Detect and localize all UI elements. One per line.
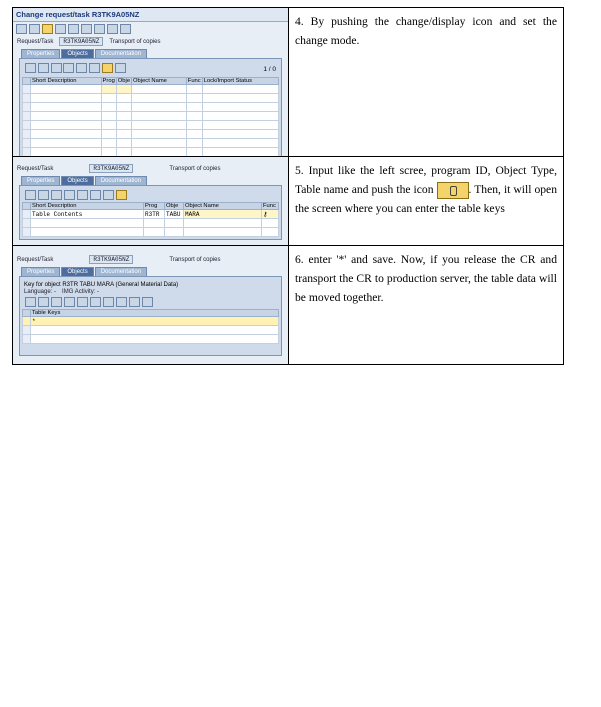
filter-icon[interactable] <box>115 63 126 73</box>
tab-objects[interactable]: Objects <box>61 176 93 185</box>
step-row-5 <box>13 157 564 246</box>
screenshot-step-5 <box>13 157 289 246</box>
request-row <box>13 163 288 174</box>
table-row[interactable] <box>23 112 279 121</box>
column-header[interactable]: Object Name <box>184 203 262 210</box>
column-header[interactable]: Short Description <box>31 203 144 210</box>
column-header[interactable]: Short Description <box>31 78 102 85</box>
tab-objects[interactable]: Objects <box>61 267 93 276</box>
tab-strip <box>13 176 288 185</box>
find-icon[interactable] <box>77 190 88 200</box>
deselect-icon[interactable] <box>38 63 49 73</box>
table-row[interactable] <box>23 121 279 130</box>
objects-grid <box>22 202 279 237</box>
tree-icon[interactable] <box>107 24 118 34</box>
deselect-icon[interactable] <box>77 297 88 307</box>
change-display-icon[interactable] <box>42 24 53 34</box>
instruction-step-6: 6. enter '*' and save. Now, if you release the CR and transport the CR to production server, the table data will be moved together. <box>289 246 564 365</box>
column-header[interactable]: Obje <box>165 203 184 210</box>
grid-header <box>23 78 279 85</box>
key-icon[interactable] <box>102 63 113 73</box>
tab-strip <box>13 49 288 58</box>
table-row[interactable] <box>23 335 279 344</box>
find-icon[interactable] <box>90 297 101 307</box>
cell-object-name[interactable]: MARA <box>184 210 262 219</box>
transport-label: Transport of copies <box>169 165 221 172</box>
filter-icon[interactable] <box>103 190 114 200</box>
screenshot-step-6 <box>13 246 289 365</box>
request-field[interactable]: R3TK9A05NZ <box>89 255 133 264</box>
transport-label: Transport of copies <box>169 256 221 263</box>
cell-description[interactable]: Table Contents <box>31 210 144 219</box>
arrow-down-icon[interactable] <box>38 297 49 307</box>
print-icon[interactable] <box>129 297 140 307</box>
table-row[interactable] <box>23 139 279 148</box>
key-icon[interactable] <box>116 190 127 200</box>
table-row[interactable] <box>23 326 279 335</box>
column-header[interactable]: Lock/Import Status <box>202 78 278 85</box>
tab-documentation[interactable]: Documentation <box>95 267 147 276</box>
forward-icon[interactable] <box>29 24 40 34</box>
img-activity-label: IMG Activity: - <box>62 289 100 295</box>
screenshot-step-4 <box>13 8 289 157</box>
table-row[interactable] <box>23 103 279 112</box>
request-field[interactable]: R3TK9A05NZ <box>89 164 133 173</box>
column-header[interactable]: Prog <box>102 78 115 84</box>
column-header[interactable]: Object Name <box>132 78 187 85</box>
save-icon[interactable] <box>55 24 66 34</box>
key-icon <box>437 182 469 199</box>
tab-properties[interactable]: Properties <box>21 267 60 276</box>
arrow-up-icon[interactable] <box>25 297 36 307</box>
request-field[interactable]: R3TK9A05NZ <box>59 37 103 46</box>
request-label: Request/Task <box>17 256 54 263</box>
print-icon[interactable] <box>94 24 105 34</box>
sap-screen-change-request <box>13 8 288 156</box>
request-row <box>13 36 288 47</box>
sort-icon[interactable] <box>89 63 100 73</box>
request-label: Request/Task <box>17 165 54 172</box>
info-icon[interactable] <box>120 24 131 34</box>
column-header[interactable]: Table Keys <box>31 310 279 317</box>
column-header[interactable]: Prog <box>144 203 165 210</box>
delete-row-icon[interactable] <box>64 190 75 200</box>
step-row-6 <box>13 246 564 365</box>
step-row-4 <box>13 8 564 157</box>
transport-label: Transport of copies <box>109 38 161 45</box>
key-icon[interactable]: ⚷ <box>262 210 279 219</box>
table-row[interactable] <box>23 148 279 157</box>
table-row[interactable] <box>23 317 279 326</box>
back-icon[interactable] <box>16 24 27 34</box>
table-row[interactable] <box>23 85 279 94</box>
request-label: Request/Task <box>17 38 54 45</box>
tab-documentation[interactable]: Documentation <box>95 49 147 58</box>
sap-screen-object-entry <box>13 157 288 245</box>
table-row[interactable] <box>23 228 279 237</box>
instruction-table <box>12 7 564 365</box>
tab-documentation[interactable]: Documentation <box>95 176 147 185</box>
objects-grid <box>22 77 279 156</box>
check-icon[interactable] <box>68 24 79 34</box>
cell-program-id[interactable]: R3TR <box>144 210 165 219</box>
sort-icon[interactable] <box>103 297 114 307</box>
table-row[interactable] <box>23 210 279 219</box>
cell-object-type[interactable]: TABU <box>165 210 184 219</box>
release-icon[interactable] <box>81 24 92 34</box>
table-keys-grid <box>22 309 279 344</box>
table-row[interactable] <box>23 94 279 103</box>
tab-properties[interactable]: Properties <box>21 176 60 185</box>
select-all-icon[interactable] <box>25 63 36 73</box>
step-5-text-part2: . Then, it will open the screen where you can enter the table keys <box>295 183 557 215</box>
insert-row-icon[interactable] <box>51 63 62 73</box>
column-header[interactable]: Func <box>187 78 201 84</box>
grid-toolbar <box>22 188 279 202</box>
select-all-icon[interactable] <box>64 297 75 307</box>
instruction-step-4: 4. By pushing the change/display icon and set the change mode. <box>289 8 564 157</box>
app-toolbar <box>13 22 288 36</box>
column-header[interactable]: Func <box>262 203 279 210</box>
insert-row-icon[interactable] <box>51 190 62 200</box>
keys-panel <box>19 276 282 356</box>
table-row[interactable] <box>23 130 279 139</box>
instruction-step-5 <box>289 157 564 246</box>
select-all-icon[interactable] <box>25 190 36 200</box>
deselect-icon[interactable] <box>38 190 49 200</box>
find-icon[interactable] <box>76 63 87 73</box>
objects-panel <box>19 58 282 156</box>
tab-strip <box>13 267 288 276</box>
table-key-input[interactable]: * <box>31 317 279 326</box>
delete-row-icon[interactable] <box>63 63 74 73</box>
tab-properties[interactable]: Properties <box>21 49 60 58</box>
keys-toolbar <box>22 295 279 309</box>
grid-header <box>23 310 279 317</box>
request-row <box>13 254 288 265</box>
table-icon[interactable] <box>51 297 62 307</box>
sort-icon[interactable] <box>90 190 101 200</box>
screen-title: Change request/task R3TK9A05NZ <box>13 8 288 22</box>
page-counter: 1 / 0 <box>263 65 276 73</box>
column-header[interactable]: Obje <box>117 78 131 84</box>
objects-panel <box>19 185 282 240</box>
tab-objects[interactable]: Objects <box>61 49 93 58</box>
table-row[interactable] <box>23 219 279 228</box>
language-label: Language: - <box>24 289 57 295</box>
sap-screen-table-keys <box>13 246 288 364</box>
step-5-text-part1: 5. Input like the left scree, program ID, Object Type, Table name and push the icon <box>295 164 557 196</box>
grid-header <box>23 203 279 210</box>
export-icon[interactable] <box>142 297 153 307</box>
key-object-heading: Key for object R3TR TABU MARA (General Material Data) <box>24 282 179 288</box>
filter-icon[interactable] <box>116 297 127 307</box>
grid-toolbar <box>22 61 279 77</box>
